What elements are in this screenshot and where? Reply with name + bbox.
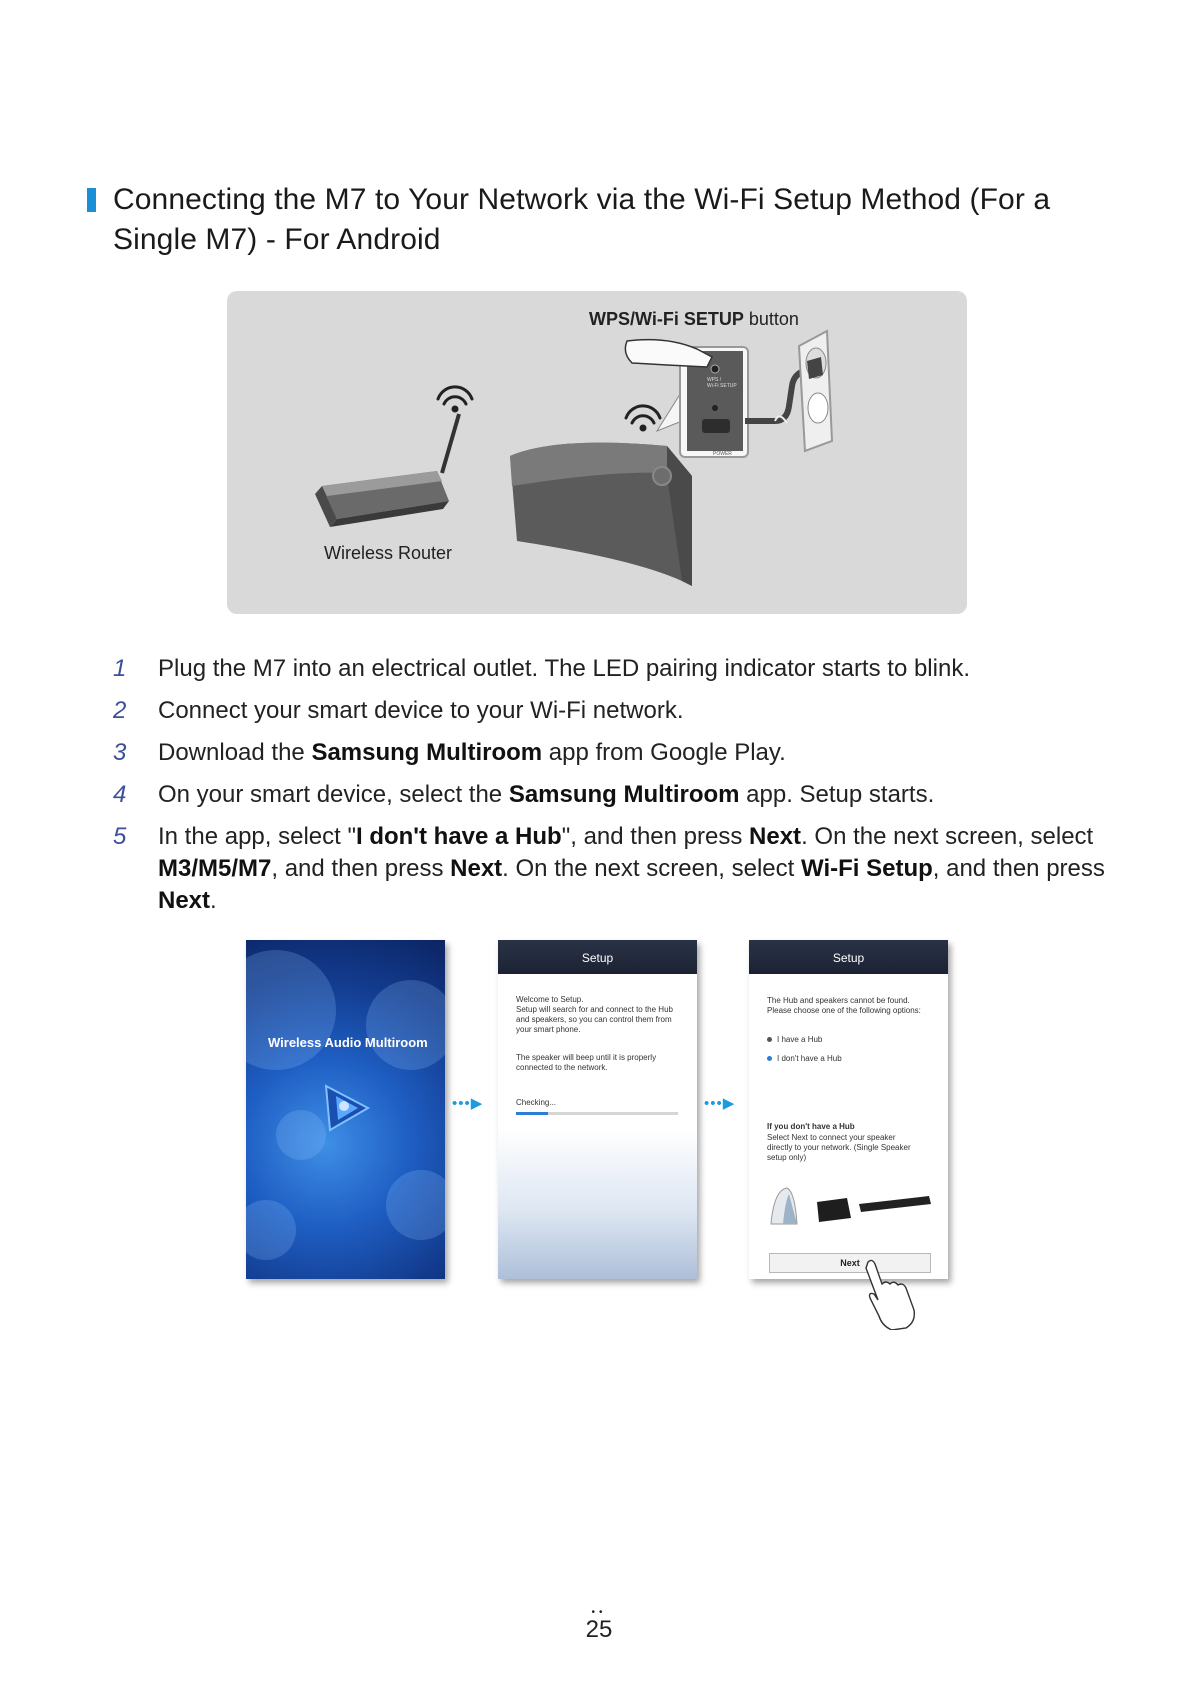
heading-accent-bar [87,188,96,212]
step-text: app. Setup starts. [739,781,935,808]
screen-background [498,1129,697,1279]
step-item [110,779,1110,811]
radio-icon [767,1037,772,1042]
phone-screen-launch [246,940,445,1279]
wps-button-label-bold: WPS/Wi-Fi SETUP [589,309,744,329]
phone-screen-hub-choice [749,940,948,1279]
app-title: Wireless Audio Multiroom [268,1035,428,1050]
step-number: 3 [113,739,127,766]
step-number: 4 [113,781,127,808]
step-emphasis: Wi-Fi Setup [801,855,933,882]
step-emphasis: Next [158,887,211,914]
multiroom-app-icon [318,1080,374,1136]
no-hub-note-body: Select Next to connect your speaker directly to your network. (Single Speaker setup only) [767,1133,911,1162]
step-text: app from Google Play. [542,739,786,766]
screen-header: Setup [498,940,697,974]
panel-wps-text: WPS / [707,377,722,383]
page-title [113,180,1133,260]
welcome-text: Welcome to Setup. [516,995,584,1004]
page-dots: •• [591,1607,607,1618]
step-text: , and then press [932,855,1105,882]
step-text: . [210,887,217,914]
step-item [110,653,1110,685]
phone-screen-checking [498,940,697,1279]
step-item [110,737,1110,769]
wps-button-label [589,309,799,330]
step-item [110,821,1110,917]
speaker-products-image [759,1182,939,1232]
step-emphasis: Next [450,855,503,882]
step-emphasis: M3/M5/M7 [158,855,272,882]
router-wifi-icon [438,387,472,411]
step-text: Connect your smart device to your Wi-Fi network. [158,697,684,724]
step-text: . On the next screen, select [801,823,1094,850]
speaker-illustration [510,443,692,586]
page-number: 25 [585,1616,613,1643]
decor-bubble [386,1170,445,1240]
option-no-hub[interactable] [767,1054,935,1064]
panel-setup-text: Wi-Fi SETUP [707,383,737,389]
step-emphasis: Next [749,823,802,850]
setup-description: Setup will search for and connect to the Hub and speakers, so you can control them from your smart phone. [516,1005,673,1034]
page-title-line1: Connecting the M7 to Your Network via the Wi-Fi Setup Method (For a [113,183,1051,216]
step-item [110,695,1110,727]
power-cable-and-outlet [745,331,832,451]
speaker-wifi-icon [626,406,660,430]
decor-bubble [366,980,445,1070]
next-button[interactable]: Next [769,1253,931,1273]
option-have-hub-label: I have a Hub [777,1035,823,1044]
pressing-hand-icon [625,340,712,367]
tapping-hand-icon [862,1258,922,1330]
step-text: Plug the M7 into an electrical outlet. The LED pairing indicator starts to blink. [158,655,970,682]
step-emphasis: Samsung Multiroom [311,739,543,766]
setup-diagram [227,291,967,614]
router-illustration [315,414,459,527]
panel-power-label: POWER [713,451,732,457]
step-emphasis: Samsung Multiroom [508,781,740,808]
step-text: In the app, select " [158,823,356,850]
decor-bubble [246,1200,296,1260]
screen-header: Setup [749,940,948,974]
radio-selected-icon [767,1056,772,1061]
step-number: 5 [113,823,127,850]
panel-wps-label [707,377,737,389]
next-arrow-icon: •••▶ [452,1095,484,1112]
hub-not-found-text: The Hub and speakers cannot be found. Please choose one of the following options: [767,996,921,1015]
decor-bubble [246,950,336,1070]
checking-status: Checking... [516,1098,557,1107]
step-text: , and then press [271,855,451,882]
next-arrow-icon: •••▶ [704,1095,736,1112]
page-title-line2: Single M7) - For Android [113,223,441,256]
step-number: 2 [113,697,127,724]
wps-button-label-rest: button [743,309,799,329]
checking-progress-bar [516,1112,678,1115]
no-hub-note-title: If you don't have a Hub [767,1122,855,1131]
step-emphasis: I don't have a Hub [355,823,562,850]
step-text: Download the [158,739,312,766]
step-number: 1 [113,655,127,682]
step-text: On your smart device, select the [158,781,509,808]
beep-description: The speaker will beep until it is properly connected to the network. [516,1053,657,1072]
progress-fill [516,1112,548,1115]
setup-illustration [227,291,967,614]
option-have-hub[interactable] [767,1035,935,1045]
step-text: . On the next screen, select [502,855,801,882]
option-no-hub-label: I don't have a Hub [777,1054,842,1063]
steps-list [110,653,1110,927]
wireless-router-label: Wireless Router [324,543,453,563]
step-text: ", and then press [561,823,750,850]
